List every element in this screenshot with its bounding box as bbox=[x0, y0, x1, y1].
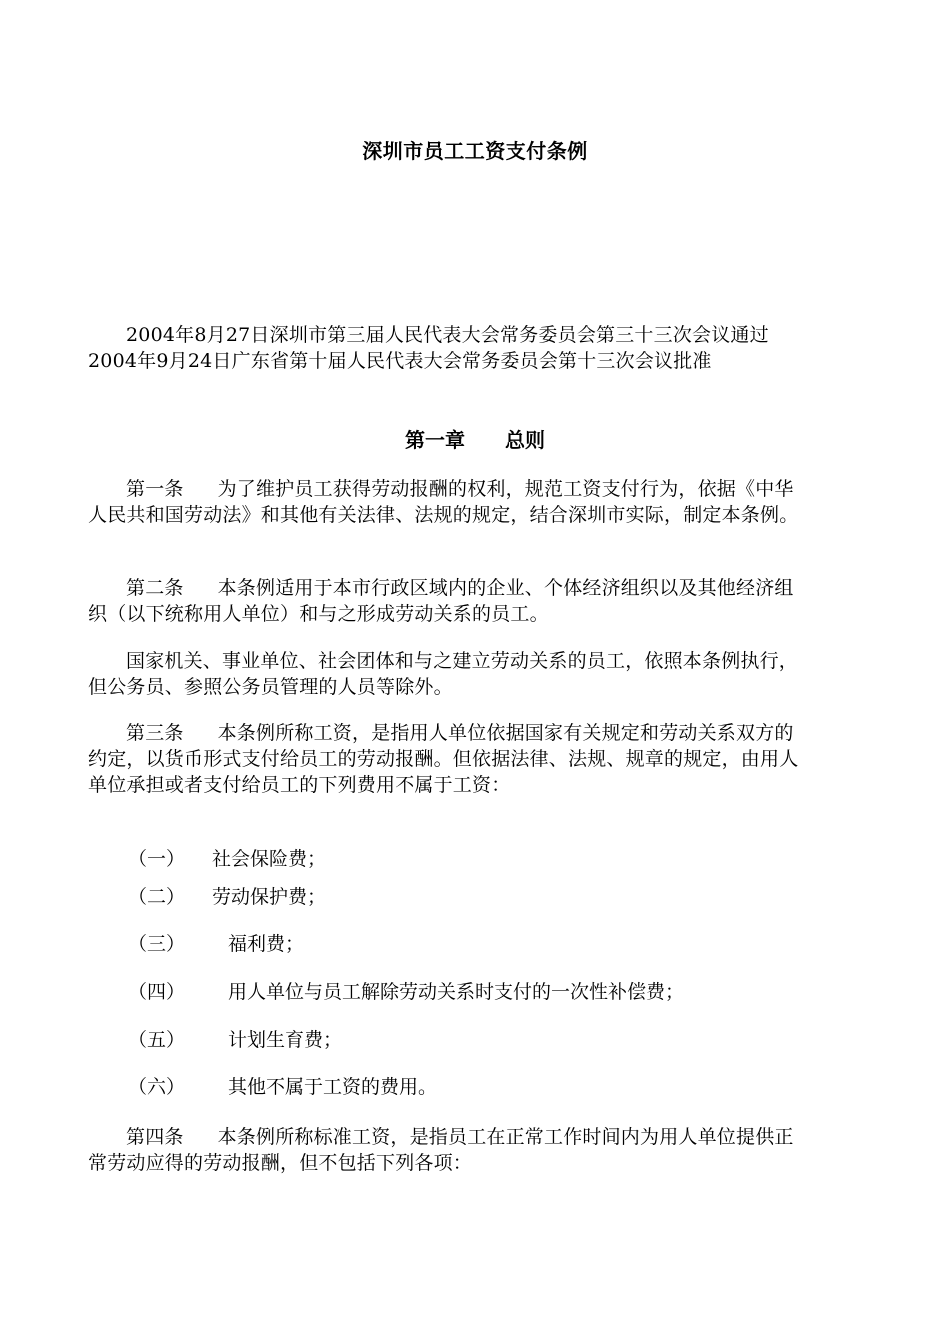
article-text: 本条例适用于本市行政区域内的企业、个体经济组织以及其他经济组织（以下统称用人单位）和与之形成劳动关系的员工。 bbox=[88, 577, 794, 625]
article-text: 为了维护员工获得劳动报酬的权利，规范工资支付行为，依据《中华人民共和国劳动法》和其他有关法律、法规的规定，结合深圳市实际，制定本条例。 bbox=[88, 478, 799, 526]
list-item-number: （二） bbox=[128, 886, 186, 908]
list-item-number: （六） bbox=[128, 1076, 186, 1098]
article-label: 第一条 bbox=[126, 478, 184, 500]
article-text: 本条例所称标准工资，是指员工在正常工作时间内为用人单位提供正常劳动应得的劳动报酬，但不包括下列各项： bbox=[88, 1126, 794, 1174]
article-2 bbox=[88, 575, 804, 627]
article-text: 本条例所称工资，是指用人单位依据国家有关规定和劳动关系双方的约定，以货币形式支付给员工的劳动报酬。但依据法律、法规、规章的规定，由用人单位承担或者支付给员工的下列费用不属于工资： bbox=[88, 722, 799, 796]
list-item-number: （一） bbox=[128, 848, 186, 870]
article-3 bbox=[88, 720, 804, 798]
list-item-text: 社会保险费； bbox=[212, 848, 327, 870]
list-item-text: 其他不属于工资的费用。 bbox=[228, 1076, 438, 1098]
preamble: 2004年8月27日深圳市第三届人民代表大会常务委员会第三十三次会议通过2004年9月24日广东省第十届人民代表大会常务委员会第十三次会议批准 bbox=[88, 324, 769, 372]
chapter-name: 总则 bbox=[505, 428, 545, 452]
list-item-number: （五） bbox=[128, 1029, 186, 1051]
list-item-text: 用人单位与员工解除劳动关系时支付的一次性补偿费； bbox=[228, 981, 685, 1003]
list-item-number: （四） bbox=[128, 981, 186, 1003]
article-1 bbox=[88, 476, 804, 528]
article-label: 第三条 bbox=[126, 722, 184, 744]
article-label: 第四条 bbox=[126, 1126, 184, 1148]
document-title: 深圳市员工工资支付条例 bbox=[362, 139, 588, 163]
article-4 bbox=[88, 1124, 804, 1176]
list-item-text: 福利费； bbox=[228, 933, 305, 955]
chapter-number: 第一章 bbox=[405, 428, 465, 452]
list-item-text: 计划生育费； bbox=[228, 1029, 343, 1051]
list-item-number: （三） bbox=[128, 933, 186, 955]
chapter-heading bbox=[0, 427, 950, 453]
article-2-paragraph-2: 国家机关、事业单位、社会团体和与之建立劳动关系的员工，依照本条例执行，但公务员、参照公务员管理的人员等除外。 bbox=[88, 650, 799, 698]
article-label: 第二条 bbox=[126, 577, 184, 599]
list-item-text: 劳动保护费； bbox=[212, 886, 327, 908]
